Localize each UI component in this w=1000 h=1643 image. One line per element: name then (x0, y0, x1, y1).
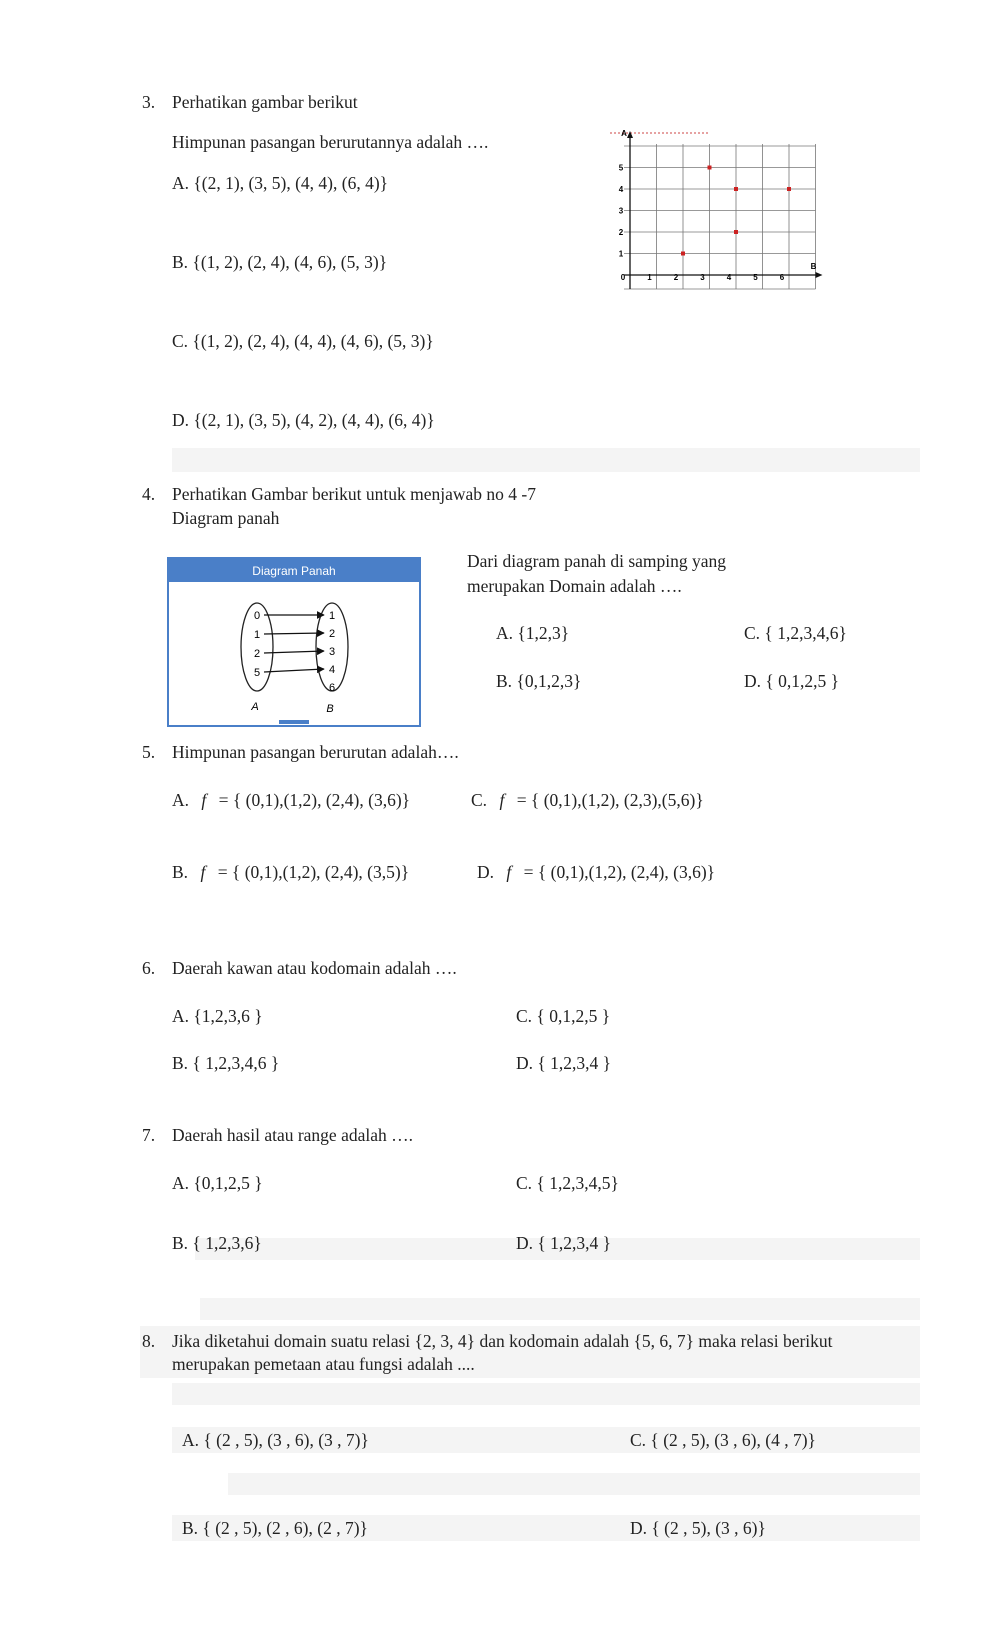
set-a-element: 2 (253, 648, 261, 660)
set-a-label: A (251, 701, 259, 713)
option-a[interactable]: A. {1,2,3,6 } (172, 1006, 263, 1026)
question-intro: Perhatikan Gambar berikut untuk menjawab no 4 -7 (172, 484, 536, 504)
option-b[interactable]: B. {(1, 2), (2, 4), (4, 6), (5, 3)} (172, 252, 388, 272)
question-number: 4. (142, 484, 156, 504)
option-c[interactable] (471, 789, 704, 811)
data-point (681, 252, 685, 256)
option-a[interactable]: A. {(2, 1), (3, 5), (4, 4), (6, 4)} (172, 173, 389, 193)
function-symbol: f (499, 790, 505, 810)
option-b[interactable]: B. { 1,2,3,6} (172, 1233, 262, 1253)
option-value: = { (0,1),(1,2), (2,4), (3,6)} (523, 862, 716, 882)
chart-ticks (619, 129, 817, 282)
option-letter: D. (477, 862, 495, 882)
option-d[interactable]: D. { 0,1,2,5 } (744, 671, 840, 691)
set-b-element: 3 (328, 646, 336, 658)
x-tick-label: 4 (726, 273, 732, 282)
question-text: Daerah kawan atau kodomain adalah …. (172, 958, 457, 978)
y-tick-label: 2 (618, 228, 624, 237)
chart-grid (624, 144, 816, 289)
question-number: 7. (142, 1125, 156, 1145)
y-axis-label: A (621, 129, 627, 138)
question-subtitle: Diagram panah (172, 508, 280, 528)
question-text-line2: merupakan pemetaan atau fungsi adalah .... (172, 1354, 475, 1374)
x-axis-arrow (816, 272, 823, 278)
set-a-element: 1 (253, 629, 261, 641)
option-a[interactable] (172, 789, 410, 811)
option-c[interactable]: C. { 1,2,3,4,5} (516, 1173, 619, 1193)
question-number: 3. (142, 92, 156, 112)
y-axis-arrow (627, 131, 633, 138)
gray-band (228, 1473, 920, 1495)
set-a-element: 0 (253, 610, 261, 622)
diagram-footer-logo (279, 720, 309, 724)
option-b[interactable]: B. { (2 , 5), (2 , 6), (2 , 7)} (182, 1518, 368, 1538)
option-c[interactable]: C. {(1, 2), (2, 4), (4, 4), (4, 6), (5, 3)} (172, 331, 434, 351)
option-letter: C. (471, 790, 488, 810)
question-number: 8. (142, 1331, 156, 1351)
question-text: Daerah hasil atau range adalah …. (172, 1125, 413, 1145)
gray-band (172, 448, 920, 472)
question-text-line1: Jika diketahui domain suatu relasi {2, 3, 4} dan kodomain adalah {5, 6, 7} maka relasi berikut (172, 1331, 833, 1351)
option-value: = { (0,1),(1,2), (2,4), (3,5)} (217, 862, 410, 882)
question-number: 6. (142, 958, 156, 978)
question-text: Himpunan pasangan berurutan adalah…. (172, 742, 459, 762)
option-d[interactable]: D. { 1,2,3,4 } (516, 1233, 612, 1253)
x-tick-label: 0 (620, 273, 626, 282)
option-a[interactable]: A. {1,2,3} (496, 623, 570, 643)
arrow-diagram (167, 557, 421, 727)
question-number: 5. (142, 742, 156, 762)
option-d[interactable] (477, 861, 715, 883)
option-c[interactable]: C. { 1,2,3,4,6} (744, 623, 847, 643)
x-tick-label: 2 (673, 273, 679, 282)
set-a-element: 5 (253, 667, 261, 679)
set-b-label: B (326, 703, 334, 715)
option-d[interactable]: D. { (2 , 5), (3 , 6)} (630, 1518, 766, 1538)
y-tick-label: 5 (618, 163, 624, 173)
option-c[interactable]: C. { (2 , 5), (3 , 6), (4 , 7)} (630, 1430, 816, 1450)
data-point (734, 187, 738, 191)
option-b[interactable]: B. {0,1,2,3} (496, 671, 582, 691)
set-b-element: 2 (328, 628, 336, 640)
option-letter: B. (172, 862, 189, 882)
chart-axes (624, 131, 823, 289)
coordinate-chart (600, 128, 830, 300)
diagram-border (168, 558, 420, 726)
set-b-element: 6 (328, 682, 336, 694)
gray-band (172, 1383, 920, 1405)
option-d[interactable]: D. {(2, 1), (3, 5), (4, 2), (4, 4), (6, 4)} (172, 410, 435, 430)
data-point (787, 187, 791, 191)
data-point (734, 230, 738, 234)
y-tick-label: 4 (618, 185, 624, 194)
set-b-element: 1 (328, 610, 336, 622)
gray-band (200, 1298, 920, 1320)
option-letter: A. (172, 790, 190, 810)
option-d[interactable]: D. { 1,2,3,4 } (516, 1053, 612, 1073)
diagram-title: Diagram Panah (252, 564, 336, 578)
option-a[interactable]: A. {0,1,2,5 } (172, 1173, 263, 1193)
option-value: = { (0,1),(1,2), (2,4), (3,6)} (218, 790, 411, 810)
option-c[interactable]: C. { 0,1,2,5 } (516, 1006, 611, 1026)
option-a[interactable]: A. { (2 , 5), (3 , 6), (3 , 7)} (182, 1430, 369, 1450)
question-text-line1: Dari diagram panah di samping yang (467, 551, 727, 571)
question-text: Himpunan pasangan berurutannya adalah …. (172, 132, 489, 152)
question-text-line2: merupakan Domain adalah …. (467, 576, 682, 596)
x-tick-label: 3 (700, 273, 705, 282)
set-b-element: 4 (328, 664, 336, 676)
x-tick-label: 5 (753, 273, 758, 282)
data-point (708, 166, 712, 170)
x-tick-label: 1 (647, 273, 652, 282)
function-symbol: f (200, 862, 206, 882)
y-tick-label: 1 (618, 249, 624, 259)
option-b[interactable]: B. { 1,2,3,4,6 } (172, 1053, 280, 1073)
function-symbol: f (201, 790, 207, 810)
option-b[interactable] (172, 861, 409, 883)
x-axis-label: B (810, 262, 817, 271)
question-prompt: Perhatikan gambar berikut (172, 92, 358, 112)
x-tick-label: 6 (779, 273, 785, 282)
y-tick-label: 3 (618, 206, 624, 216)
function-symbol: f (506, 862, 512, 882)
option-value: = { (0,1),(1,2), (2,3),(5,6)} (516, 790, 704, 810)
